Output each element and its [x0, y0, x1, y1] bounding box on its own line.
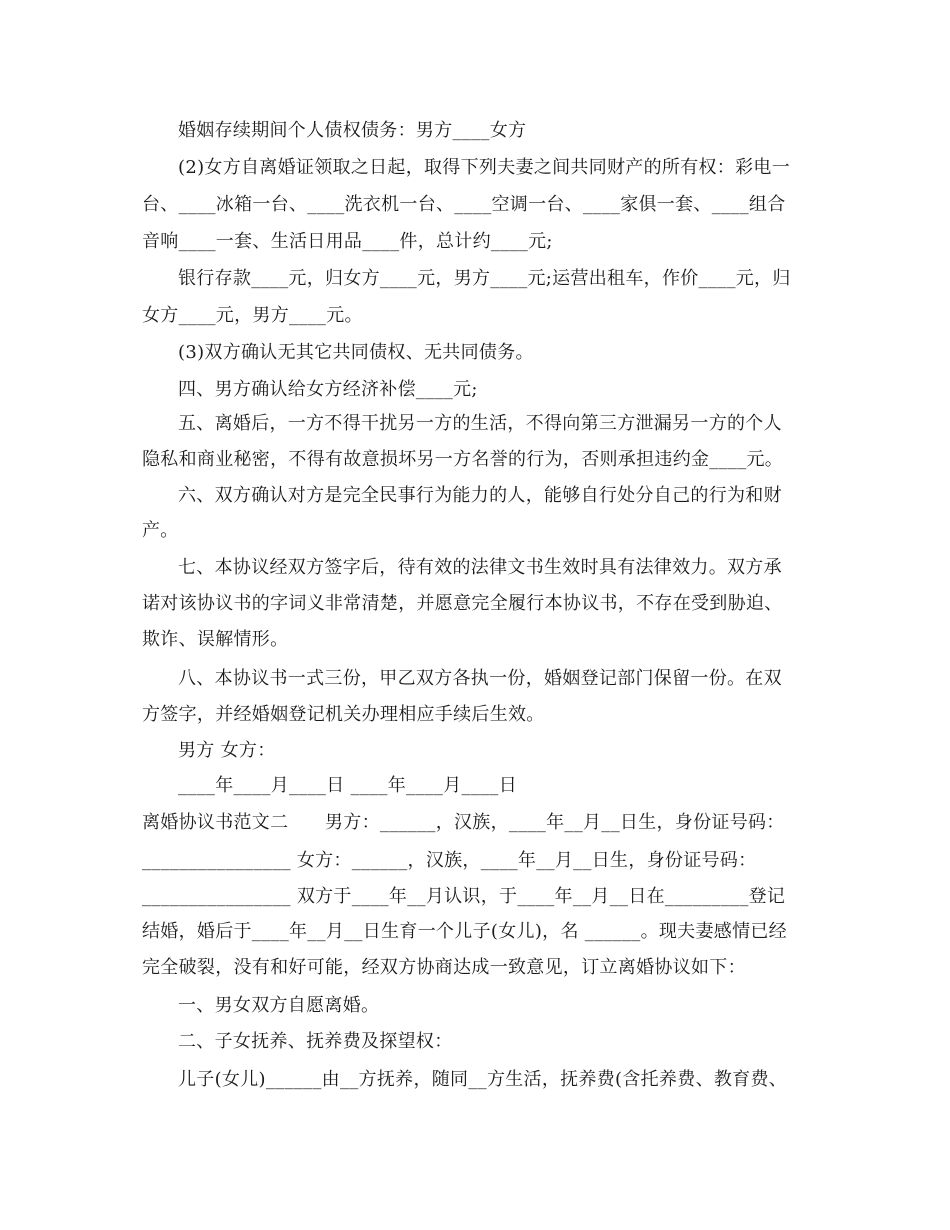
text-line: 完全破裂，没有和好可能，经双方协商达成一致意见，订立离婚协议如下： — [142, 957, 746, 978]
text-line: (2)女方自离婚证领取之日起，取得下列夫妻之间共同财产的所有权：彩电一 — [178, 157, 790, 178]
text-line: 离婚协议书范文二 男方：______，汉族，____年__月__日生，身份证号码： — [142, 812, 785, 833]
text-line: 二、子女抚养、抚养费及探望权： — [178, 1031, 453, 1052]
text-line: 欺诈、误解情形。 — [142, 629, 289, 650]
text-line: 儿子(女儿)______由__方抚养，随同__方生活，抚养费(含托养费、教育费、 — [178, 1069, 788, 1090]
signature-label: 男方 女方： — [178, 740, 276, 761]
text-line: 六、双方确认对方是完全民事行为能力的人，能够自行处分自己的行为和财 — [178, 485, 782, 506]
text-line: 产。 — [142, 520, 179, 541]
text-line: (3)双方确认无其它共同债权、无共同债务。 — [178, 342, 534, 363]
text-line: 四、男方确认给女方经济补偿____元; — [178, 379, 478, 400]
text-line: ________________ 双方于____年__月认识，于____年__月__日在_________登记 — [142, 886, 786, 907]
text-line: 婚姻存续期间个人债权债务：男方____女方 — [178, 120, 527, 141]
text-line: 方签字，并经婚姻登记机关办理相应手续后生效。 — [142, 704, 545, 725]
signature-date: ____年____月____日 ____年____月____日 — [178, 775, 518, 796]
text-line: 诺对该协议书的字词义非常清楚，并愿意完全履行本协议书，不存在受到胁迫、 — [142, 593, 783, 614]
text-line: 台、____冰箱一台、____洗衣机一台、____空调一台、____家俱一套、____组合 — [142, 194, 786, 215]
text-line: 隐私和商业秘密，不得有故意损坏另一方名誉的行为，否则承担违约金____元。 — [142, 449, 784, 470]
text-line: 五、离婚后，一方不得干扰另一方的生活，不得向第三方泄漏另一方的个人 — [178, 413, 782, 434]
text-line: 七、本协议经双方签字后，待有效的法律文书生效时具有法律效力。双方承 — [178, 557, 782, 578]
text-line: 银行存款____元，归女方____元，男方____元;运营出租车，作价____元，归 — [178, 268, 791, 289]
text-line: 一、男女双方自愿离婚。 — [178, 995, 380, 1016]
text-line: 结婚，婚后于____年__月__日生育一个儿子(女儿)，名 ______。现夫妻感情已经 — [142, 921, 787, 942]
text-line: 八、本协议书一式三份，甲乙双方各执一份，婚姻登记部门保留一份。在双 — [178, 668, 782, 689]
text-line: 音响____一套、生活日用品____件，总计约____元; — [142, 231, 553, 252]
text-line: 女方____元，男方____元。 — [142, 305, 363, 326]
text-line: ________________ 女方：______，汉族，____年__月__日生，身份证号码： — [142, 850, 757, 871]
